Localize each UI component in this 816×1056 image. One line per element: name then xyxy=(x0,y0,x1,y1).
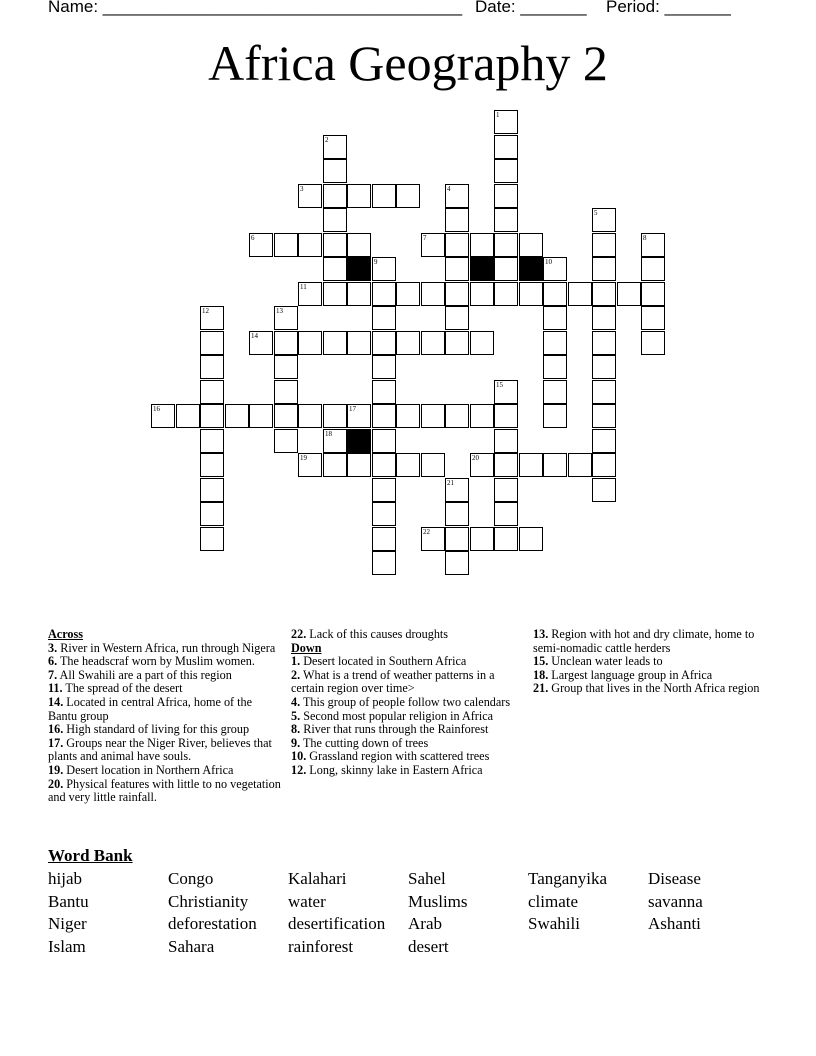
crossword-cell[interactable] xyxy=(494,159,518,183)
clue-down: 8. River that runs through the Rainforest xyxy=(291,722,489,737)
crossword-cell[interactable] xyxy=(445,404,469,428)
crossword-cell[interactable] xyxy=(494,184,518,208)
crossword-cell[interactable] xyxy=(372,184,396,208)
crossword-cell[interactable] xyxy=(372,331,396,355)
clue-across: 20. Physical features with little to no vegetation and very little rainfall. xyxy=(48,776,281,805)
crossword-cell[interactable] xyxy=(421,331,445,355)
crossword-cell[interactable] xyxy=(494,135,518,159)
clue-across: 19. Desert location in Northern Africa xyxy=(48,762,234,777)
crossword-cell[interactable] xyxy=(200,355,224,379)
crossword-cell[interactable] xyxy=(323,257,347,281)
crossword-cell[interactable] xyxy=(519,453,543,477)
crossword-cell[interactable] xyxy=(519,282,543,306)
crossword-cell[interactable] xyxy=(641,306,665,330)
crossword-cell[interactable] xyxy=(592,233,616,257)
word-bank-word: rainforest xyxy=(288,937,354,956)
crossword-cell[interactable] xyxy=(592,404,616,428)
crossword-cell[interactable] xyxy=(494,502,518,526)
crossword-cell[interactable] xyxy=(298,404,322,428)
crossword-cell[interactable] xyxy=(641,331,665,355)
word-bank-word: Sahel xyxy=(408,869,446,888)
crossword-cell[interactable] xyxy=(445,551,469,575)
crossword-cell[interactable] xyxy=(274,380,298,404)
word-bank-word: Swahili xyxy=(528,914,580,933)
clues-column-1 xyxy=(48,628,284,805)
crossword-cell[interactable] xyxy=(372,429,396,453)
crossword-cell[interactable] xyxy=(396,331,420,355)
clue-across: 17. Groups near the Niger River, believes that plants and animal have souls. xyxy=(48,735,272,764)
word-bank-word: Niger xyxy=(48,914,87,933)
word-bank-word: water xyxy=(288,892,326,911)
crossword-cell[interactable] xyxy=(592,478,616,502)
clue-number: 6 xyxy=(251,234,255,242)
period-field-label[interactable]: Period: _______ xyxy=(606,0,731,16)
crossword-cell[interactable] xyxy=(494,404,518,428)
crossword-cell[interactable] xyxy=(592,429,616,453)
crossword-cell[interactable] xyxy=(396,184,420,208)
crossword-cell[interactable] xyxy=(200,429,224,453)
crossword-cell[interactable] xyxy=(347,453,371,477)
clue-number: 10 xyxy=(545,258,552,266)
crossword-cell[interactable] xyxy=(494,527,518,551)
crossword-cell[interactable] xyxy=(396,453,420,477)
crossword-cell[interactable] xyxy=(445,257,469,281)
crossword-cell[interactable] xyxy=(372,527,396,551)
crossword-cell[interactable] xyxy=(543,306,567,330)
crossword-cell[interactable] xyxy=(323,208,347,232)
crossword-cell[interactable] xyxy=(445,502,469,526)
word-bank-word: Islam xyxy=(48,937,86,956)
crossword-cell[interactable] xyxy=(200,404,224,428)
crossword-cell[interactable] xyxy=(200,453,224,477)
crossword-cell[interactable] xyxy=(347,184,371,208)
crossword-cell[interactable] xyxy=(592,453,616,477)
page-title: Africa Geography 2 xyxy=(208,35,608,91)
clue-number: 3 xyxy=(300,185,304,193)
clue-across: 14. Located in central Africa, home of the Bantu group xyxy=(48,694,253,723)
crossword-cell[interactable] xyxy=(421,404,445,428)
clue-number: 11 xyxy=(300,283,307,291)
clue-down: 13. Region with hot and dry climate, home to semi-nomadic cattle herders xyxy=(533,627,755,655)
crossword-cell[interactable] xyxy=(519,233,543,257)
crossword-cell[interactable] xyxy=(323,453,347,477)
crossword-cell[interactable] xyxy=(470,527,494,551)
crossword-cell[interactable] xyxy=(470,282,494,306)
clue-number: 20 xyxy=(472,454,479,462)
crossword-cell[interactable] xyxy=(494,208,518,232)
clue-number: 12 xyxy=(202,307,209,315)
clue-down: 15. Unclean water leads to xyxy=(533,654,663,669)
clue-across: 22. Lack of this causes droughts xyxy=(291,627,449,641)
word-bank-word: Kalahari xyxy=(288,869,347,888)
crossword-cell[interactable] xyxy=(543,282,567,306)
crossword-cell[interactable] xyxy=(323,159,347,183)
crossword-cell[interactable] xyxy=(543,380,567,404)
crossword-cell[interactable] xyxy=(445,306,469,330)
clue-number: 19 xyxy=(300,454,307,462)
word-bank-word: hijab xyxy=(48,869,82,888)
name-field-label[interactable]: Name: ______________________________________ xyxy=(48,0,463,16)
clue-number: 1 xyxy=(496,111,500,119)
word-bank-word: Tanganyika xyxy=(528,869,608,888)
word-bank-word: Muslims xyxy=(408,892,468,911)
clue-number: 8 xyxy=(643,234,647,242)
clue-number: 17 xyxy=(349,405,356,413)
crossword-cell[interactable] xyxy=(641,257,665,281)
clue-down: 18. Largest language group in Africa xyxy=(533,667,713,682)
clue-down: 2. What is a trend of weather patterns in a certain region over time> xyxy=(291,667,495,696)
crossword-cell[interactable] xyxy=(470,404,494,428)
word-bank-word: Ashanti xyxy=(648,914,701,933)
crossword-cell[interactable] xyxy=(200,478,224,502)
crossword-cell[interactable] xyxy=(347,233,371,257)
crossword-cell[interactable] xyxy=(372,282,396,306)
crossword-cell[interactable] xyxy=(323,282,347,306)
date-field-label[interactable]: Date: _______ xyxy=(475,0,587,16)
crossword-cell[interactable] xyxy=(298,331,322,355)
crossword-cell[interactable] xyxy=(568,282,592,306)
crossword-cell[interactable] xyxy=(176,404,200,428)
crossword-cell[interactable] xyxy=(274,404,298,428)
crossword-cell[interactable] xyxy=(200,502,224,526)
clue-down: 9. The cutting down of trees xyxy=(291,735,429,750)
word-bank-word: Disease xyxy=(648,869,701,888)
word-bank-word: desert xyxy=(408,937,449,956)
word-bank-word: Christianity xyxy=(168,892,249,911)
crossword-black-cell xyxy=(519,257,543,281)
clue-across: 6. The headscraf worn by Muslim women. xyxy=(48,654,255,669)
crossword-black-cell xyxy=(347,257,371,281)
crossword-cell[interactable] xyxy=(347,331,371,355)
crossword-cell[interactable] xyxy=(494,429,518,453)
clue-down: 5. Second most popular religion in Africa xyxy=(291,708,494,723)
clue-number: 5 xyxy=(594,209,598,217)
clue-across: 11. The spread of the desert xyxy=(48,681,183,696)
crossword-cell[interactable] xyxy=(372,478,396,502)
clue-down: 4. This group of people follow two calendars xyxy=(291,694,511,709)
crossword-cell[interactable] xyxy=(592,282,616,306)
crossword-cell[interactable] xyxy=(298,233,322,257)
crossword-cell[interactable] xyxy=(421,282,445,306)
crossword-cell[interactable] xyxy=(372,404,396,428)
crossword-cell[interactable] xyxy=(494,257,518,281)
word-bank-heading: Word Bank xyxy=(48,846,133,865)
word-bank-word: desertification xyxy=(288,914,386,933)
clue-number: 2 xyxy=(325,136,329,144)
crossword-cell[interactable] xyxy=(592,306,616,330)
crossword-cell[interactable] xyxy=(274,233,298,257)
crossword-cell[interactable] xyxy=(323,404,347,428)
crossword-cell[interactable] xyxy=(470,233,494,257)
crossword-cell[interactable] xyxy=(225,404,249,428)
clue-number: 7 xyxy=(423,234,427,242)
crossword-cell[interactable] xyxy=(445,233,469,257)
crossword-cell[interactable] xyxy=(421,453,445,477)
clue-number: 21 xyxy=(447,479,454,487)
crossword-black-cell xyxy=(470,257,494,281)
crossword-cell[interactable] xyxy=(494,478,518,502)
word-bank-word: deforestation xyxy=(168,914,257,933)
crossword-cell[interactable] xyxy=(274,429,298,453)
crossword-black-cell xyxy=(347,429,371,453)
clue-number: 9 xyxy=(374,258,378,266)
crossword-cell[interactable] xyxy=(372,502,396,526)
crossword-cell[interactable] xyxy=(372,453,396,477)
word-bank-word: Bantu xyxy=(48,892,89,911)
clue-across: 3. River in Western Africa, run through Nigera xyxy=(48,640,276,655)
crossword-cell[interactable] xyxy=(641,282,665,306)
crossword-cell[interactable] xyxy=(200,380,224,404)
crossword-cell[interactable] xyxy=(568,453,592,477)
clue-across: 7. All Swahili are a part of this region xyxy=(48,667,232,682)
down-heading: Down xyxy=(291,640,322,655)
crossword-cell[interactable] xyxy=(396,282,420,306)
word-bank-word: savanna xyxy=(648,892,703,911)
clue-number: 22 xyxy=(423,528,430,536)
crossword-cell[interactable] xyxy=(200,331,224,355)
crossword-cell[interactable] xyxy=(445,527,469,551)
crossword-cell[interactable] xyxy=(445,331,469,355)
crossword-cell[interactable] xyxy=(323,184,347,208)
crossword-cell[interactable] xyxy=(372,551,396,575)
clue-number: 18 xyxy=(325,430,332,438)
crossword-cell[interactable] xyxy=(249,404,273,428)
crossword-cell[interactable] xyxy=(323,331,347,355)
word-bank-word: Congo xyxy=(168,869,214,888)
crossword-cell[interactable] xyxy=(543,331,567,355)
crossword-cell[interactable] xyxy=(519,527,543,551)
crossword-cell[interactable] xyxy=(494,233,518,257)
crossword-cell[interactable] xyxy=(494,453,518,477)
clue-down: 10. Grassland region with scattered trees xyxy=(291,749,490,764)
crossword-cell[interactable] xyxy=(372,380,396,404)
clue-down: 21. Group that lives in the North Africa region xyxy=(533,681,760,696)
crossword-cell[interactable] xyxy=(323,233,347,257)
clue-down: 1. Desert located in Southern Africa xyxy=(291,654,467,669)
crossword-cell[interactable] xyxy=(274,355,298,379)
word-bank-word: climate xyxy=(528,892,579,911)
crossword-cell[interactable] xyxy=(543,355,567,379)
crossword-cell[interactable] xyxy=(396,404,420,428)
clue-down: 12. Long, skinny lake in Eastern Africa xyxy=(291,762,483,777)
crossword-cell[interactable] xyxy=(445,282,469,306)
crossword-cell[interactable] xyxy=(617,282,641,306)
crossword-cell[interactable] xyxy=(543,453,567,477)
crossword-cell[interactable] xyxy=(274,331,298,355)
crossword-cell[interactable] xyxy=(543,404,567,428)
clues-column-2 xyxy=(291,628,527,778)
clue-number: 15 xyxy=(496,381,503,389)
clue-across: 16. High standard of living for this group xyxy=(48,722,250,737)
crossword-cell[interactable] xyxy=(592,331,616,355)
crossword-cell[interactable] xyxy=(592,257,616,281)
clue-number: 4 xyxy=(447,185,451,193)
crossword-cell[interactable] xyxy=(347,282,371,306)
crossword-cell[interactable] xyxy=(200,527,224,551)
crossword-cell[interactable] xyxy=(592,355,616,379)
clue-number: 16 xyxy=(153,405,160,413)
crossword-cell[interactable] xyxy=(592,380,616,404)
crossword-cell[interactable] xyxy=(445,208,469,232)
clues-column-3 xyxy=(533,628,769,696)
across-heading: Across xyxy=(48,627,83,641)
word-bank-word: Sahara xyxy=(168,937,215,956)
crossword-cell[interactable] xyxy=(372,306,396,330)
crossword-cell[interactable] xyxy=(494,282,518,306)
clue-number: 13 xyxy=(276,307,283,315)
word-bank-word: Arab xyxy=(408,914,442,933)
crossword-cell[interactable] xyxy=(470,331,494,355)
crossword-cell[interactable] xyxy=(372,355,396,379)
clue-number: 14 xyxy=(251,332,258,340)
